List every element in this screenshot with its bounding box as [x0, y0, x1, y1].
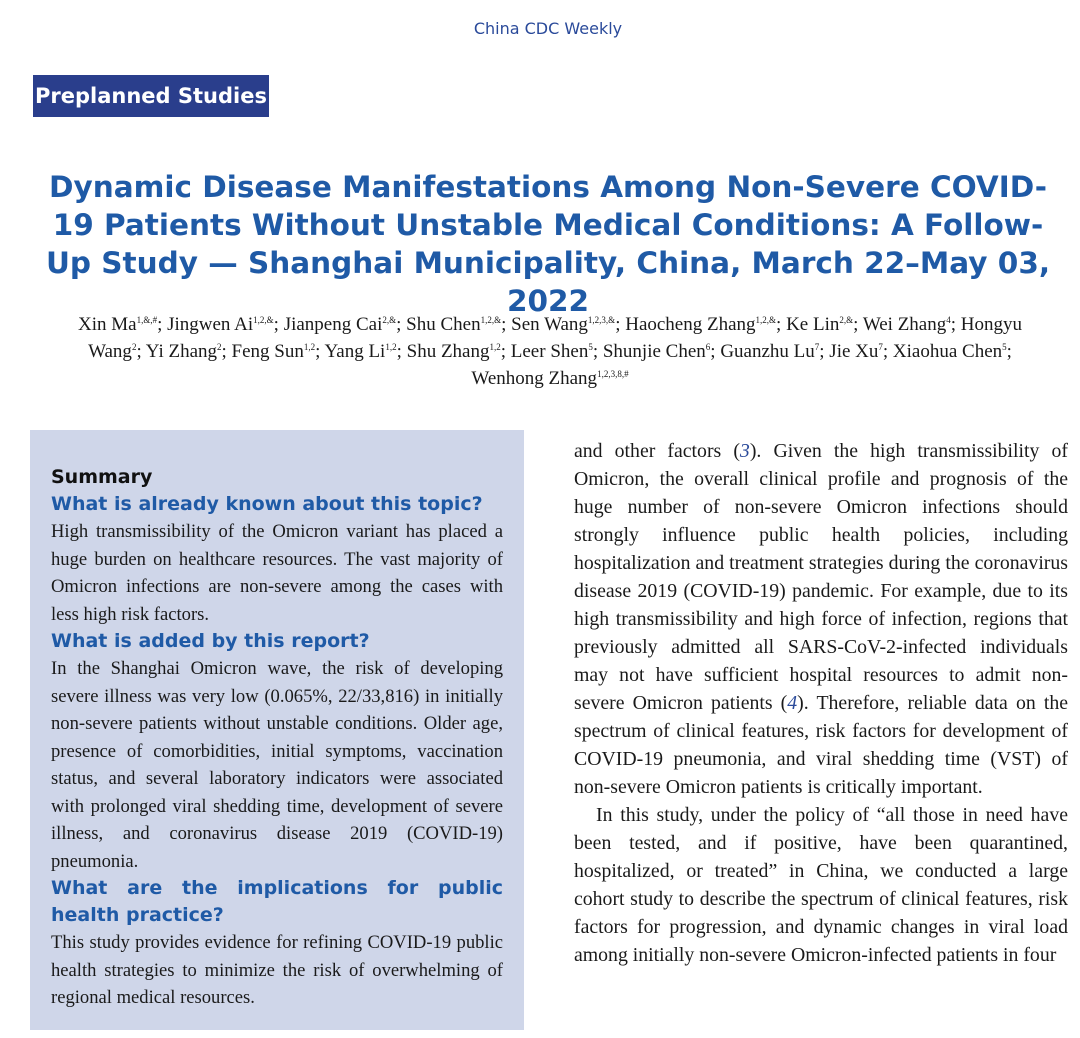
author [511, 314, 615, 335]
author-affiliation: 4 [946, 315, 951, 325]
journal-name: China CDC Weekly [473, 19, 623, 38]
author-affiliation: 1,2,& [480, 315, 502, 325]
summary-answer-implications: This study provides evidence for refining COVID-19 public health strategies to minimize the risk of overwhelming of regional medical resources. [51, 932, 503, 1008]
author-name: Ke Lin [786, 314, 840, 335]
author-name: Jie Xu [829, 341, 879, 362]
summary-question-implications: What are the implications for public health practice? [51, 877, 503, 926]
author-name: Wei Zhang [862, 314, 947, 335]
summary-question-known: What is already known about this topic? [51, 493, 483, 515]
author-name: Shu Zhang [406, 341, 490, 362]
author-affiliation: 5 [588, 342, 593, 352]
author-affiliation: 5 [1002, 342, 1007, 352]
author-name: Jingwen Ai [167, 314, 254, 335]
body-column [574, 437, 1068, 969]
author [406, 314, 501, 335]
author-affiliation: 1,2,3,8,# [597, 369, 629, 379]
author [284, 314, 396, 335]
author-affiliation: 6 [705, 342, 711, 352]
author-affiliation: 2 [217, 342, 222, 352]
author-affiliation: 1,2 [385, 342, 397, 352]
author [829, 341, 883, 362]
author-name: Jianpeng Cai [283, 314, 383, 335]
author [471, 368, 628, 389]
citation-link[interactable]: 3 [739, 440, 750, 462]
author-name: Haocheng Zhang [625, 314, 756, 335]
author [863, 314, 951, 335]
article-title: Dynamic Disease Manifestations Among Non-Severe COVID-19 Patients Without Unstable Medical Conditions: A Follow-Up Study — Shanghai Municipality, China, March 22–May 03, 2022 [45, 170, 1051, 318]
summary-answer-added: In the Shanghai Omicron wave, the risk of developing severe illness was very low (0.065%, 22/33,816) in initially non-severe patients without unstable conditions. Older age, presence of comorbidities, initial symptoms, vaccination status, and several laboratory indicators were associated with prolonged viral shedding time, development of severe illness, and coronavirus disease 2019 (COVID-19) pneumonia. [51, 658, 503, 872]
body-paragraph-2: In this study, under the policy of “all those in need have been tested, and if positive, have been quarantined, hospitalized, or treated” in China, we conducted a large cohort study to describe the spectrum of clinical features, risk factors for progression, and dynamic changes in viral load among initially non-severe Omicron-infected patients in four [574, 804, 1068, 966]
author [893, 341, 1007, 362]
summary-heading: Summary [51, 466, 153, 488]
author-name: Guanzhu Lu [720, 341, 815, 362]
body-paragraph-1 [574, 437, 1068, 801]
author [786, 314, 853, 335]
author-name: Hongyu Wang [88, 314, 1023, 362]
author [232, 341, 316, 362]
summary-box [30, 430, 524, 1030]
author-affiliation: 2 [131, 342, 137, 352]
author-affiliation: 2,& [839, 315, 854, 325]
author-name: Yang Li [324, 341, 386, 362]
author [407, 341, 501, 362]
author-name: Leer Shen [510, 341, 589, 362]
author-name: Yi Zhang [145, 341, 218, 362]
summary-question-added: What is added by this report? [51, 630, 370, 652]
citation-link[interactable]: 4 [787, 692, 798, 714]
author-name: Wenhong Zhang [471, 368, 598, 389]
author [78, 314, 157, 335]
author-affiliation: 7 [878, 342, 883, 352]
author [511, 341, 593, 362]
author-name: Shunjie Chen [602, 341, 706, 362]
author-name: Xin Ma [77, 314, 137, 335]
author-name: Xiaohua Chen [892, 341, 1003, 362]
author [324, 341, 396, 362]
body-text: and other factors ( [574, 440, 740, 462]
body-text: ). Therefore, reliable data on the spectrum of clinical features, risk factors for development of COVID-19 pneumonia, and viral shedding time (VST) of non-severe Omicron patients is critically important. [574, 692, 1068, 798]
author-affiliation: 1,2,& [253, 315, 274, 325]
author-affiliation: 7 [814, 342, 820, 352]
author-name: Shu Chen [406, 314, 481, 335]
section-tag: Preplanned Studies [33, 75, 269, 117]
author-list: Xin $Ma^{1,\&,\#}$; Jingwen $Ai^{1,2,\&}$; Jianpeng Cai$^{2,\&}$; Shu Chen$^{1,2,\&}$; Sen Wang$^{1,2,3,\&}$; Haocheng Zhang$^{1,2,\&}$; Ke Lin$^{2,\&}$; Wei Zhang$^4$; Hongyu Wang$^2$; Yi Zhang$^2$; Feng Sun$^{1,2}$; Yang Li$^{1,2}$; Shu Zhang$^{1,2}$; Leer Shen$^5$; Shunjie Chen$^6$; Guanzhu Lu$^7$; Jie Xu$^7$; Xiaohua Chen$^5$; Wenhong Zhang$^{1,2,3,8,\#}$ [77, 314, 1023, 389]
author-affiliation: 1,&,# [136, 315, 158, 325]
author-affiliation: 1,2 [489, 342, 501, 352]
author [146, 341, 222, 362]
author-affiliation: 1,2,3,& [587, 315, 616, 325]
author [720, 341, 819, 362]
author-name: Sen Wang [511, 314, 588, 335]
author-affiliation: 1,2 [303, 342, 316, 352]
author [167, 314, 274, 335]
author-name: Feng Sun [231, 341, 304, 362]
author [625, 314, 776, 335]
author [603, 341, 710, 362]
author-affiliation: 2,& [382, 315, 397, 325]
body-text: ). Given the high transmissibility of Omicron, the overall clinical profile and prognosis of the huge number of non-severe Omicron infections should strongly influence public health policies, including hospitalization and treatment strategies during the coronavirus disease 2019 (COVID-19) pandemic. For example, due to its high transmissibility and high force of infection, regions that previously admitted all SARS-CoV-2-infected individuals may not have sufficient hospital resources to admit non-severe Omicron patients ( [574, 440, 1068, 714]
summary-answer-known: High transmissibility of the Omicron variant has placed a huge burden on healthcare resources. The vast majority of Omicron infections are non-severe among the cases with less high risk factors. [51, 521, 503, 625]
author-affiliation: 1,2,& [755, 315, 777, 325]
